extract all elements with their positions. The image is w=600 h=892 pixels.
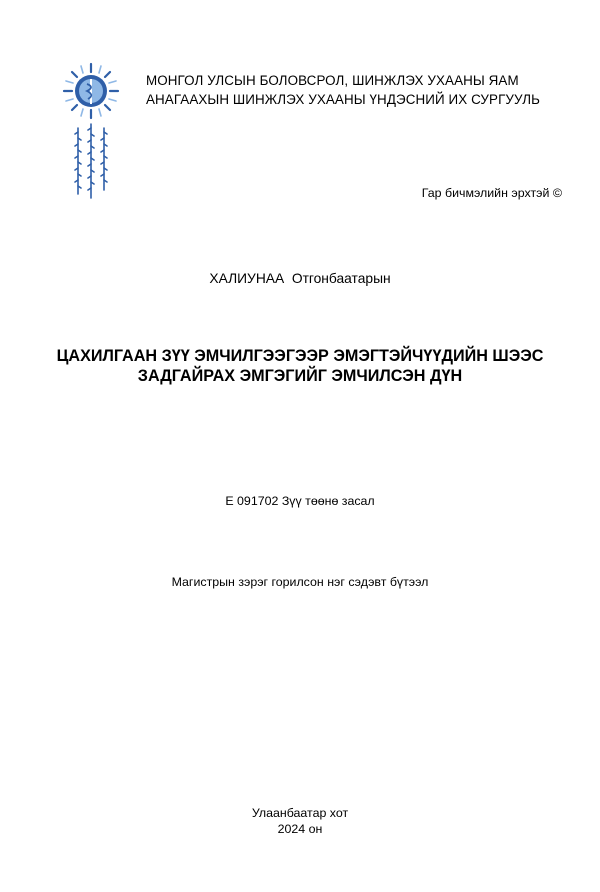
ministry-name: МОНГОЛ УЛСЫН БОЛОВСРОЛ, ШИНЖЛЭХ УХААНЫ ЯАМ: [146, 73, 519, 88]
place-and-year: [0, 805, 600, 837]
copyright-notice: Гар бичмэлийн эрхтэй ©: [421, 186, 562, 200]
thesis-title: [20, 346, 580, 386]
thesis-title-line-2: ЗАДГАЙРАХ ЭМГЭГИЙГ ЭМЧИЛСЭН ДҮН: [137, 367, 463, 385]
author-name: ХАЛИУНАА Отгонбаатарын: [209, 271, 391, 286]
institution-header: [146, 71, 576, 109]
year: 2024 он: [277, 822, 323, 836]
thesis-title-line-1: ЦАХИЛГААН ЗҮҮ ЭМЧИЛГЭЭГЭЭР ЭМЭГТЭЙЧҮҮДИЙН ШЭЭС: [56, 347, 544, 365]
university-name: АНАГААХЫН ШИНЖЛЭХ УХААНЫ ҮНДЭСНИЙ ИХ СУРГУУЛЬ: [146, 92, 540, 107]
degree-description: Магистрын зэрэг горилсон нэг сэдэвт бүтээл: [171, 575, 429, 589]
city: Улаанбаатар хот: [251, 806, 349, 820]
specialty-code: Е 091702 Зүү төөнө засал: [225, 494, 375, 508]
university-emblem-icon: [60, 62, 122, 202]
